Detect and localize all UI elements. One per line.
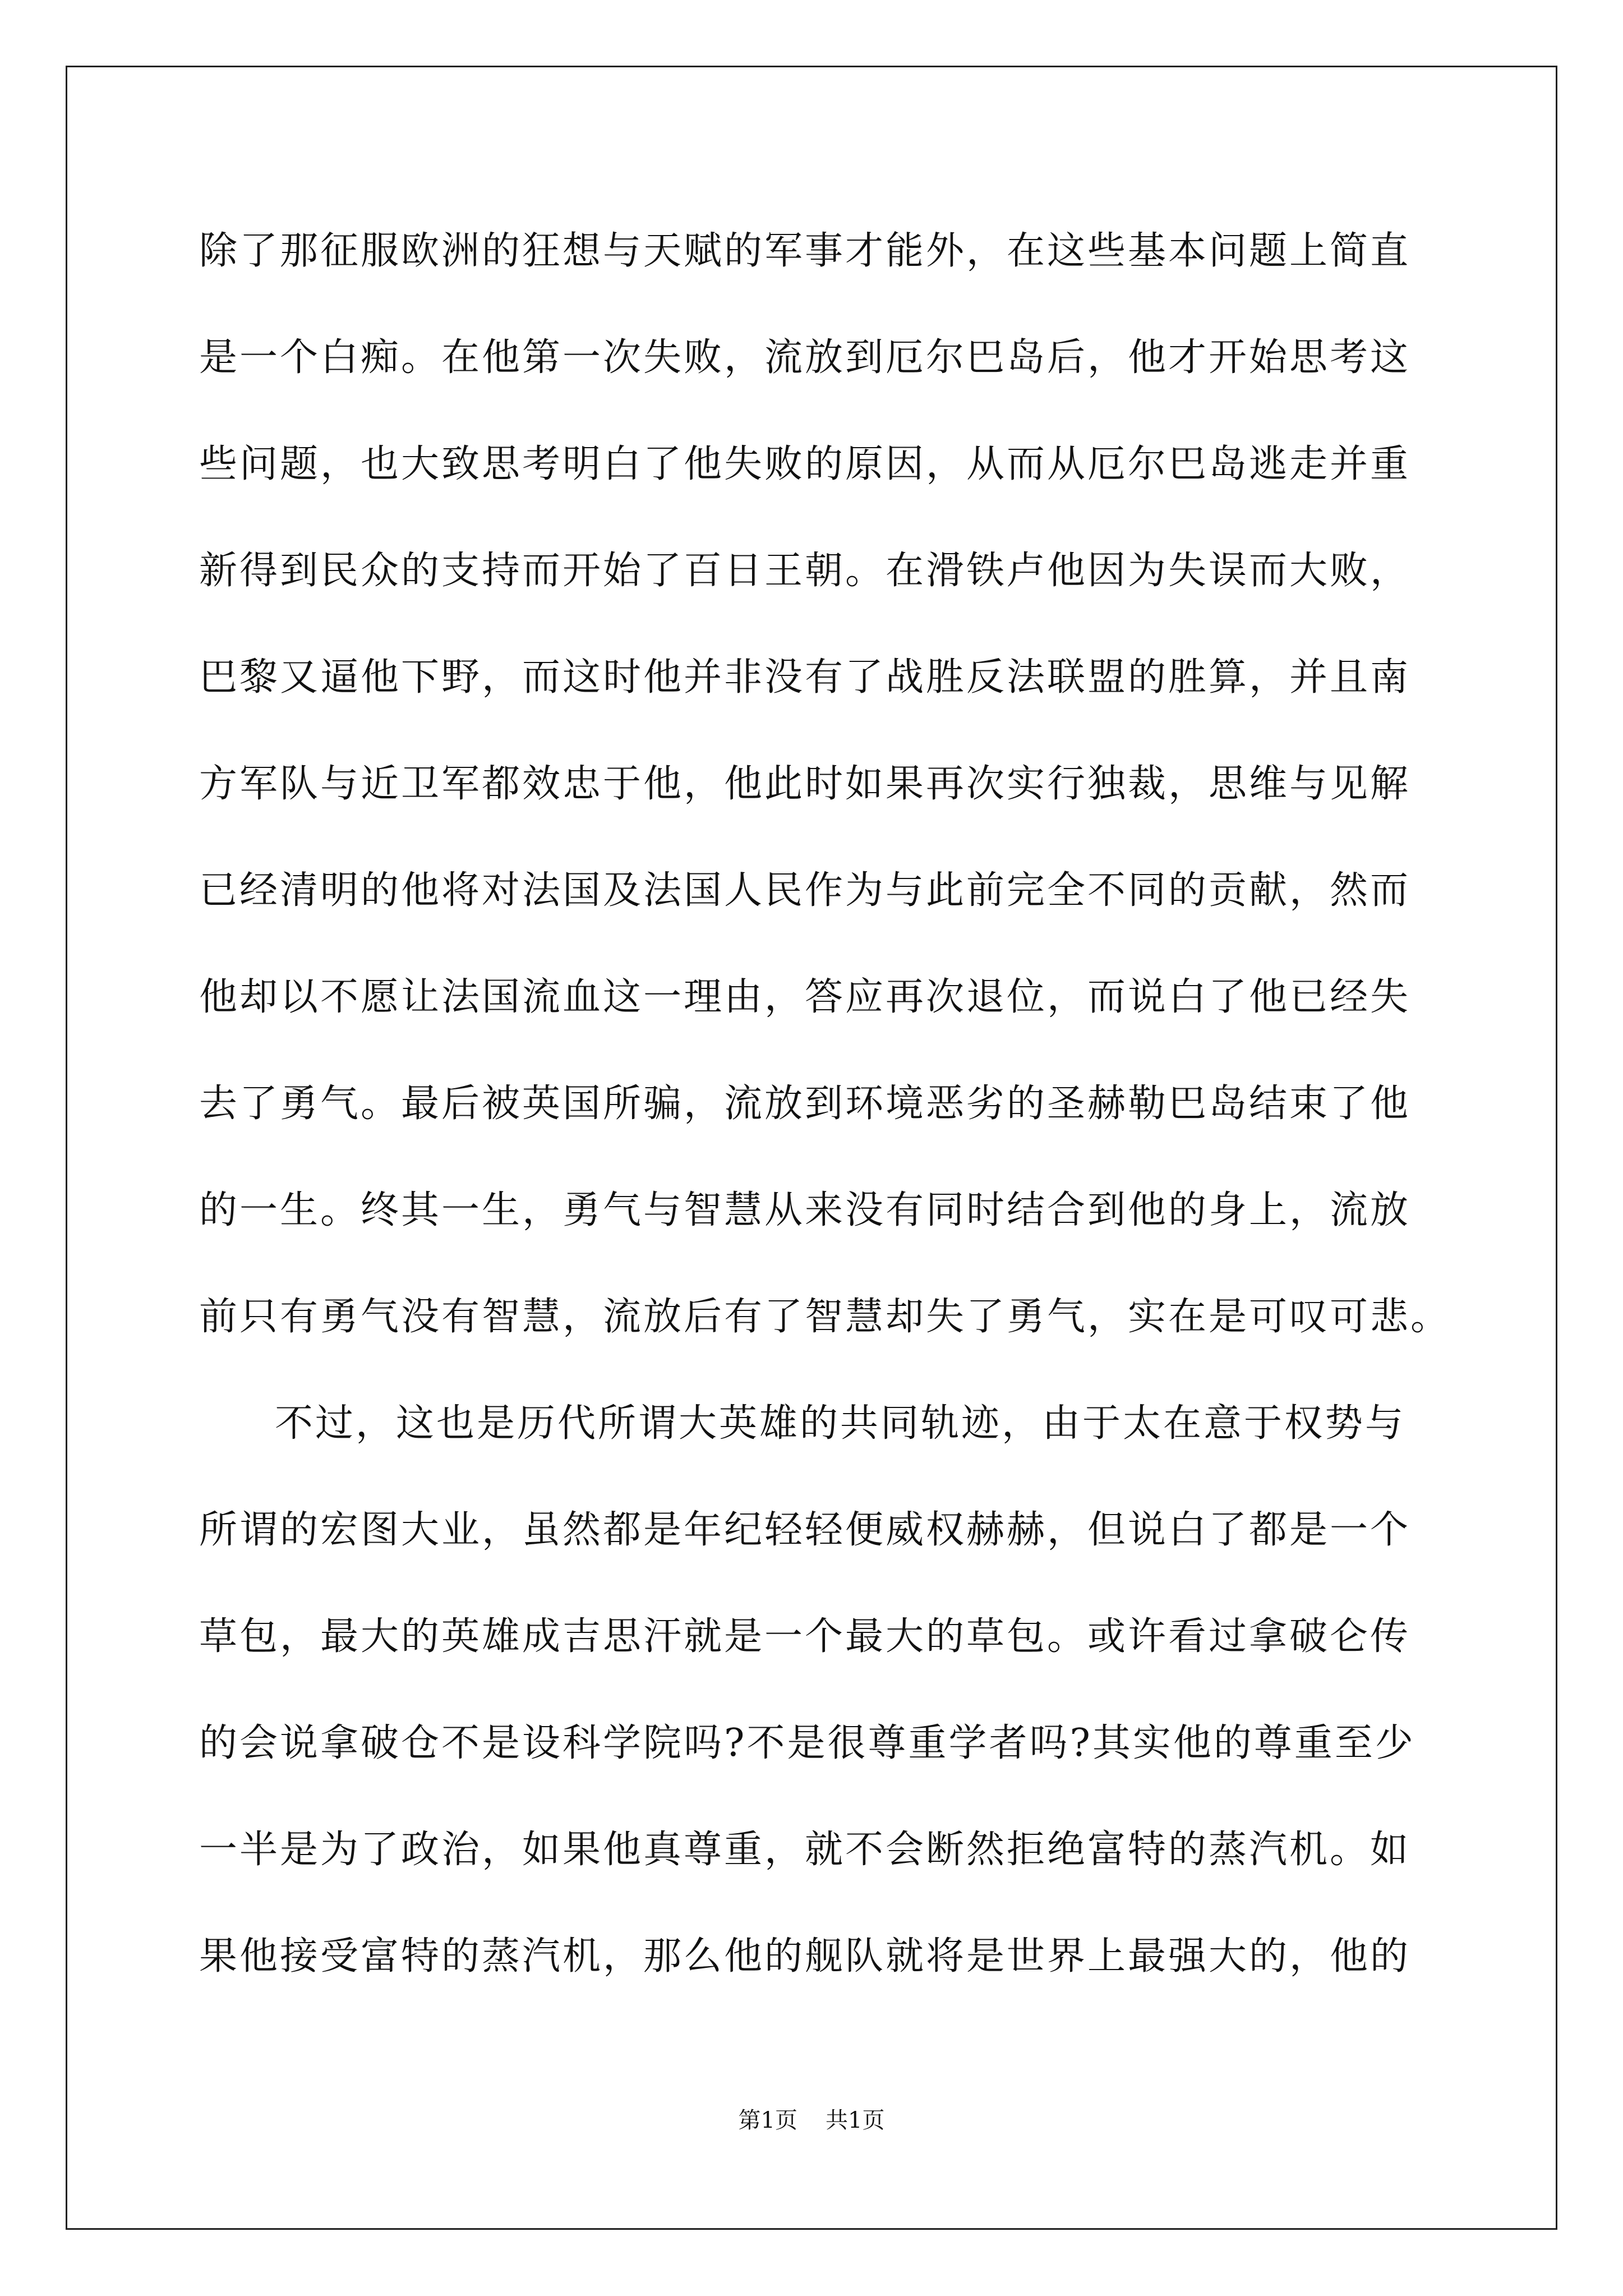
body-line: 的会说拿破仓不是设科学院吗?不是很尊重学者吗?其实他的尊重至少 xyxy=(199,1721,1415,1765)
body-line: 新得到民众的支持而开始了百日王朝。在滑铁卢他因为失误而大败， xyxy=(199,549,1411,593)
body-line: 果他接受富特的蒸汽机，那么他的舰队就将是世界上最强大的，他的 xyxy=(199,1934,1411,1978)
body-line: 些问题，也大致思考明白了他失败的原因，从而从厄尔巴岛逃走并重 xyxy=(199,442,1411,486)
body-line: 方军队与近卫军都效忠于他，他此时如果再次实行独裁，思维与见解 xyxy=(199,762,1411,806)
body-line: 去了勇气。最后被英国所骗，流放到环境恶劣的圣赫勒巴岛结束了他 xyxy=(199,1082,1411,1126)
body-line: 不过，这也是历代所谓大英雄的共同轨迹，由于太在意于权势与 xyxy=(275,1401,1406,1446)
body-line: 前只有勇气没有智慧，流放后有了智慧却失了勇气，实在是可叹可悲。 xyxy=(199,1295,1451,1339)
body-line: 草包，最大的英雄成吉思汗就是一个最大的草包。或许看过拿破仑传 xyxy=(199,1614,1411,1659)
body-line: 他却以不愿让法国流血这一理由，答应再次退位，而说白了他已经失 xyxy=(199,975,1411,1019)
body-line: 的一生。终其一生，勇气与智慧从来没有同时结合到他的身上，流放 xyxy=(199,1188,1411,1232)
body-line: 除了那征服欧洲的狂想与天赋的军事才能外，在这些基本问题上简直 xyxy=(199,229,1411,273)
page-footer xyxy=(0,2104,1623,2137)
body-line: 一半是为了政治，如果他真尊重，就不会断然拒绝富特的蒸汽机。如 xyxy=(199,1828,1411,1872)
page-number: 第1页 xyxy=(738,2108,797,2133)
body-line: 所谓的宏图大业，虽然都是年纪轻轻便威权赫赫，但说白了都是一个 xyxy=(199,1508,1411,1552)
body-line: 巴黎又逼他下野，而这时他并非没有了战胜反法联盟的胜算，并且南 xyxy=(199,655,1411,700)
page-border xyxy=(66,66,1557,2230)
page-total: 共1页 xyxy=(826,2108,885,2133)
body-line: 已经清明的他将对法国及法国人民作为与此前完全不同的贡献，然而 xyxy=(199,868,1411,913)
body-line: 是一个白痴。在他第一次失败，流放到厄尔巴岛后，他才开始思考这 xyxy=(199,335,1411,380)
